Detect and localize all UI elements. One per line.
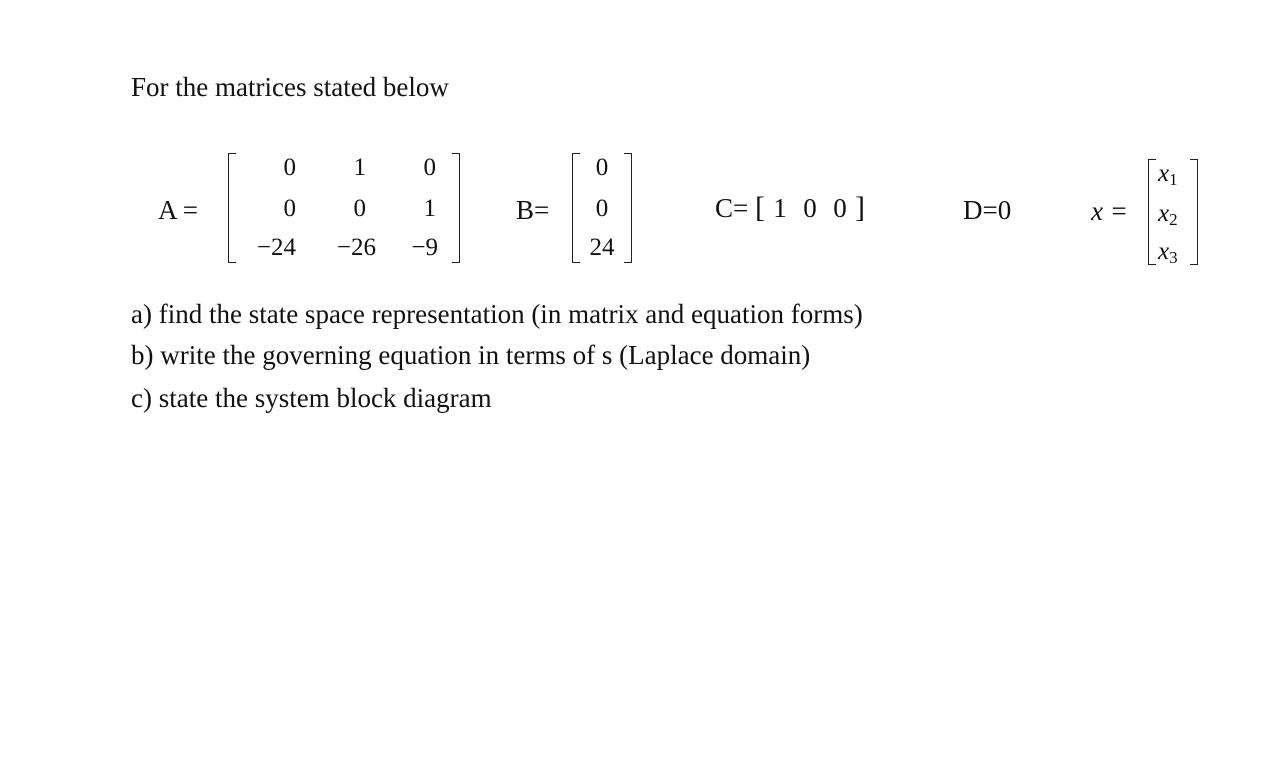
matrix-a-left-bracket bbox=[228, 153, 236, 263]
question-b: b) write the governing equation in terms of s (Laplace domain) bbox=[131, 340, 811, 370]
matrix-c-open-bracket: [ bbox=[755, 191, 765, 224]
matrix-c-value: 0 bbox=[803, 193, 817, 223]
matrix-c bbox=[715, 193, 865, 223]
matrix-a-cell: 1 bbox=[353, 154, 366, 181]
matrix-c-value: 0 bbox=[833, 193, 847, 223]
vector-x-entry-2: $x_2$ bbox=[1158, 200, 1178, 229]
matrix-a-cell: −26 bbox=[336, 234, 376, 261]
matrix-b-cell: 24 bbox=[589, 234, 615, 261]
vector-x-entry-3: $x_3$ bbox=[1158, 238, 1178, 267]
matrix-a-cell: 0 bbox=[353, 195, 366, 222]
matrix-c-value: 1 bbox=[773, 193, 787, 223]
intro-text: For the matrices stated below bbox=[131, 72, 449, 102]
matrix-c-close-bracket: ] bbox=[855, 191, 865, 224]
question-c: c) state the system block diagram bbox=[131, 383, 492, 413]
question-a: a) find the state space representation (in matrix and equation forms) bbox=[131, 299, 863, 329]
vector-x-entry-1: $x_1$ bbox=[1158, 160, 1178, 189]
vector-x bbox=[1148, 159, 1198, 265]
matrix-definitions bbox=[0, 0, 1284, 300]
matrix-a bbox=[228, 153, 460, 263]
matrix-a-cell: 1 bbox=[423, 195, 436, 222]
matrix-a-right-bracket bbox=[452, 153, 460, 263]
matrix-a-cell: −9 bbox=[411, 234, 438, 261]
matrix-d: D=0 bbox=[963, 195, 1012, 225]
matrix-b-right-bracket bbox=[624, 153, 632, 263]
matrix-b-label: B= bbox=[516, 195, 550, 225]
matrix-a-label: A = bbox=[158, 195, 198, 225]
matrix-a-cell: −24 bbox=[256, 234, 296, 261]
matrix-b-cell: 0 bbox=[595, 154, 609, 181]
matrix-c-label: C= bbox=[715, 193, 749, 223]
matrix-a-cell: 0 bbox=[283, 154, 296, 181]
vector-x-label: x = bbox=[1091, 196, 1128, 226]
matrix-a-cell: 0 bbox=[283, 195, 296, 222]
vector-x-left-bracket bbox=[1148, 159, 1156, 265]
matrix-b-cell: 0 bbox=[595, 195, 609, 222]
matrix-a-cell: 0 bbox=[423, 154, 436, 181]
matrix-b bbox=[572, 153, 632, 263]
matrix-b-left-bracket bbox=[572, 153, 580, 263]
